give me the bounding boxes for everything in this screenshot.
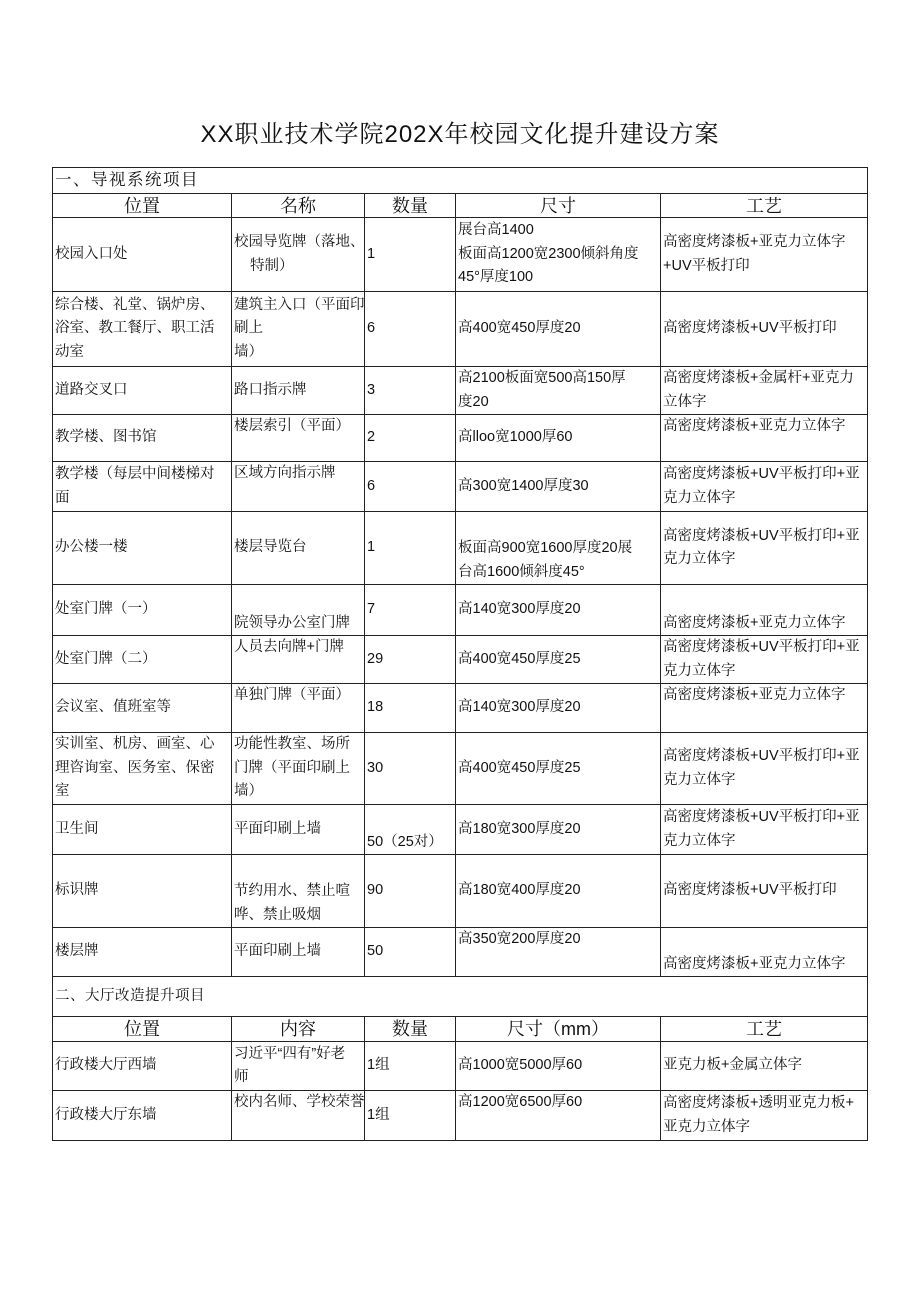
section-heading: 二、大厅改造提升项目 (53, 977, 868, 1017)
location-cell: 处室门牌（二） (53, 636, 232, 684)
craft-cell: 高密度烤漆板+UV平板打印+亚 克力立体字 (661, 512, 868, 585)
location-cell: 卫生间 (53, 805, 232, 855)
name-cell: 楼层导览台 (232, 512, 365, 585)
location-cell: 处室门牌（一） (53, 585, 232, 636)
name-cell: 单独门牌（平面） (232, 684, 365, 733)
size-cell: 高lloo宽1000厚60 (456, 415, 661, 462)
column-header-name: 名称 (232, 194, 365, 218)
name-cell: 区域方向指示牌 (232, 462, 365, 512)
size-cell: 高400宽450厚度25 (456, 733, 661, 805)
craft-cell: 高密度烤漆板+金属杆+亚克力 立体字 (661, 367, 868, 415)
name-cell: 平面印刷上墙 (232, 928, 365, 977)
quantity-cell: 29 (365, 636, 456, 684)
column-header-craft: 工艺 (661, 194, 868, 218)
column-header-location: 位置 (53, 1017, 232, 1042)
name-cell: 院领导办公室门牌 (232, 585, 365, 636)
craft-cell: 高密度烤漆板+亚克力立体字 (661, 684, 868, 733)
quantity-cell: 50（25对） (365, 805, 456, 855)
craft-cell: 亚克力板+金属立体字 (661, 1042, 868, 1091)
name-cell: 节约用水、禁止喧 哗、禁止吸烟 (232, 855, 365, 928)
table-row (53, 928, 868, 977)
size-cell: 高2100板面宽500高150厚 度20 (456, 367, 661, 415)
name-cell: 路口指示牌 (232, 367, 365, 415)
craft-cell: 高密度烤漆板+UV平板打印+亚 克力立体字 (661, 805, 868, 855)
quantity-cell: 3 (365, 367, 456, 415)
size-cell: 高1200宽6500厚60 (456, 1091, 661, 1141)
table-row (53, 367, 868, 415)
craft-cell: 高密度烤漆板+亚克力立体字 (661, 585, 868, 636)
table-row (53, 292, 868, 367)
table-row (53, 462, 868, 512)
quantity-cell: 50 (365, 928, 456, 977)
craft-cell: 高密度烤漆板+亚克力立体字 (661, 928, 868, 977)
table-row (53, 805, 868, 855)
craft-cell: 高密度烤漆板+UV平板打印 (661, 292, 868, 367)
size-cell: 高400宽450厚度25 (456, 636, 661, 684)
name-cell: 建筑主入口（平面印 刷上 墙） (232, 292, 365, 367)
page-title: XX职业技术学院202X年校园文化提升建设方案 (200, 121, 720, 148)
size-cell: 高140宽300厚度20 (456, 585, 661, 636)
name-cell: 校园导览牌（落地、 特制） (232, 218, 365, 292)
name-cell: 平面印刷上墙 (232, 805, 365, 855)
quantity-cell: 1 (365, 218, 456, 292)
table-row (53, 218, 868, 292)
quantity-cell: 1组 (365, 1042, 456, 1091)
location-cell: 校园入口处 (53, 218, 232, 292)
table-row (53, 855, 868, 928)
location-cell: 楼层牌 (53, 928, 232, 977)
table-row (53, 585, 868, 636)
location-cell: 会议室、值班室等 (53, 684, 232, 733)
section-heading-row (53, 977, 868, 1017)
location-cell: 行政楼大厅西墙 (53, 1042, 232, 1091)
location-cell: 教学楼、图书馆 (53, 415, 232, 462)
column-header-row (53, 194, 868, 218)
table-row (53, 636, 868, 684)
quantity-cell: 18 (365, 684, 456, 733)
section-heading-row (53, 168, 868, 194)
craft-cell: 高密度烤漆板+UV平板打印 (661, 855, 868, 928)
content-cell: 习近平“四有”好老 师 (232, 1042, 365, 1091)
location-cell: 标识牌 (53, 855, 232, 928)
column-header-location: 位置 (53, 194, 232, 218)
location-cell: 实训室、机房、画室、心 理咨询室、医务室、保密 室 (53, 733, 232, 805)
table-row (53, 733, 868, 805)
name-cell: 人员去向牌+门牌 (232, 636, 365, 684)
size-cell: 高140宽300厚度20 (456, 684, 661, 733)
column-header-quantity: 数量 (365, 194, 456, 218)
quantity-cell: 6 (365, 462, 456, 512)
quantity-cell: 30 (365, 733, 456, 805)
size-cell: 高350宽200厚度20 (456, 928, 661, 977)
table-row (53, 415, 868, 462)
column-header-size: 尺寸（mm） (456, 1017, 661, 1042)
location-cell: 教学楼（每层中间楼梯对 面 (53, 462, 232, 512)
column-header-content: 内容 (232, 1017, 365, 1042)
column-header-size: 尺寸 (456, 194, 661, 218)
table-row (53, 1091, 868, 1141)
content-cell: 校内名师、学校荣誉 (232, 1091, 365, 1141)
quantity-cell: 90 (365, 855, 456, 928)
size-cell: 高180宽300厚度20 (456, 805, 661, 855)
size-cell: 高400宽450厚度20 (456, 292, 661, 367)
craft-cell: 高密度烤漆板+亚克力立体字 (661, 415, 868, 462)
size-cell: 高180宽400厚度20 (456, 855, 661, 928)
craft-cell: 高密度烤漆板+亚克力立体字 +UV平板打印 (661, 218, 868, 292)
size-cell: 展台高1400 板面高1200宽2300倾斜角度 45°厚度100 (456, 218, 661, 292)
location-cell: 行政楼大厅东墙 (53, 1091, 232, 1141)
project-table (52, 167, 868, 1141)
quantity-cell: 1组 (365, 1091, 456, 1141)
name-cell: 楼层索引（平面） (232, 415, 365, 462)
size-cell: 高1000宽5000厚60 (456, 1042, 661, 1091)
size-cell: 高300宽1400厚度30 (456, 462, 661, 512)
quantity-cell: 7 (365, 585, 456, 636)
craft-cell: 高密度烤漆板+UV平板打印+亚 克力立体字 (661, 636, 868, 684)
size-cell: 板面高900宽1600厚度20展 台高1600倾斜度45° (456, 512, 661, 585)
column-header-row (53, 1017, 868, 1042)
quantity-cell: 2 (365, 415, 456, 462)
name-cell: 功能性教室、场所 门牌（平面印刷上 墙） (232, 733, 365, 805)
section-heading: 一、导视系统项目 (53, 168, 868, 194)
location-cell: 办公楼一楼 (53, 512, 232, 585)
craft-cell: 高密度烤漆板+UV平板打印+亚 克力立体字 (661, 462, 868, 512)
quantity-cell: 6 (365, 292, 456, 367)
location-cell: 道路交叉口 (53, 367, 232, 415)
column-header-craft: 工艺 (661, 1017, 868, 1042)
table-row (53, 684, 868, 733)
table-row (53, 512, 868, 585)
quantity-cell: 1 (365, 512, 456, 585)
table-row (53, 1042, 868, 1091)
craft-cell: 高密度烤漆板+UV平板打印+亚 克力立体字 (661, 733, 868, 805)
column-header-quantity: 数量 (365, 1017, 456, 1042)
location-cell: 综合楼、礼堂、锅炉房、 浴室、教工餐厅、职工活 动室 (53, 292, 232, 367)
craft-cell: 高密度烤漆板+透明亚克力板+ 亚克力立体字 (661, 1091, 868, 1141)
